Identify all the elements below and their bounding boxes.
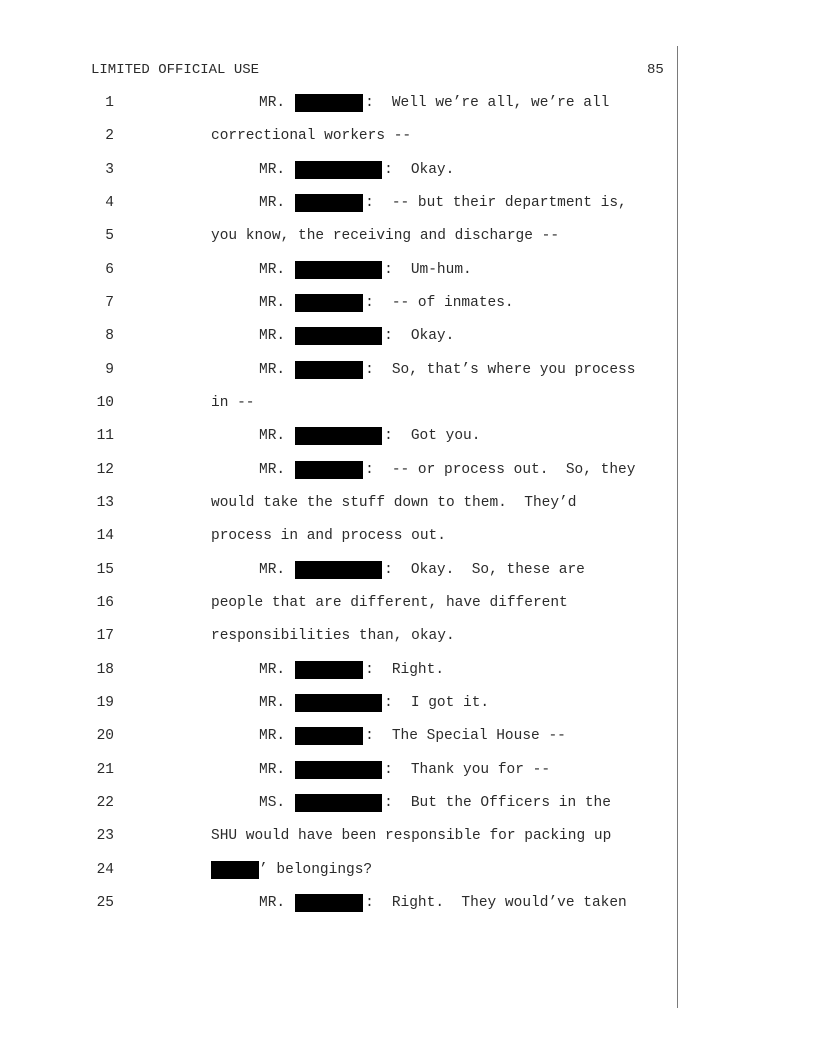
transcript-line — [0, 826, 676, 846]
redaction-bar — [295, 427, 382, 445]
transcript-line: 6 MR. : Um-hum. — [0, 260, 676, 280]
transcript-line — [0, 226, 676, 246]
redaction-bar — [295, 194, 363, 212]
line-text: I got it. — [410, 695, 490, 711]
redaction-bar — [295, 794, 382, 812]
transcript-line: 9 MR. : So, that’s where you process — [0, 360, 676, 380]
transcript-line: 12 MR. : -- or process out. So, they — [0, 460, 676, 480]
redaction-bar — [211, 861, 259, 879]
redaction-bar — [295, 727, 363, 745]
line-text: So, that’s where you process — [391, 362, 636, 378]
line-text: responsibilities than, okay. — [211, 628, 455, 644]
transcript-line — [0, 526, 676, 546]
redaction-bar — [295, 661, 363, 679]
transcript-line: 19 MR. : I got it. — [0, 693, 676, 713]
transcript-line: 15 MR. : Okay. So, these are — [0, 560, 676, 580]
line-number: 10 — [96, 395, 114, 411]
line-number: 1 — [105, 95, 114, 111]
line-text: -- but their department is, — [391, 195, 627, 211]
line-text: people that are different, have different — [211, 595, 568, 611]
line-number: 14 — [96, 528, 114, 544]
transcript-line: 22 MS. : But the Officers in the — [0, 793, 676, 813]
redaction-bar — [295, 327, 382, 345]
transcript-line: 4 MR. : -- but their department is, — [0, 193, 676, 213]
speaker-title: MR. — [259, 662, 286, 678]
line-text: Right. They would’ve taken — [391, 895, 627, 911]
line-text: correctional workers -- — [211, 128, 412, 144]
line-text: process in and process out. — [211, 528, 446, 544]
right-margin-rule — [677, 46, 678, 1008]
line-text: -- of inmates. — [391, 295, 514, 311]
speaker-title: MR. — [259, 162, 286, 178]
speaker-title: MR. — [259, 462, 286, 478]
transcript-line — [0, 493, 676, 513]
line-number: 11 — [96, 428, 114, 444]
line-text: Right. — [391, 662, 445, 678]
line-text: Got you. — [410, 428, 481, 444]
line-text: would take the stuff down to them. They’d — [211, 495, 577, 511]
line-text: -- or process out. So, they — [391, 462, 636, 478]
transcript-line: 21 MR. : Thank you for -- — [0, 760, 676, 780]
speaker-title: MR. — [259, 295, 286, 311]
line-text: Thank you for -- — [410, 762, 551, 778]
line-number: 13 — [96, 495, 114, 511]
transcript-line — [0, 126, 676, 146]
line-number: 6 — [105, 262, 114, 278]
line-number: 19 — [96, 695, 114, 711]
speaker-title: MR. — [259, 695, 286, 711]
line-number: 12 — [96, 462, 114, 478]
transcript-line — [0, 626, 676, 646]
line-text: ’ belongings? — [259, 862, 373, 878]
speaker-title: MR. — [259, 362, 286, 378]
redaction-bar — [295, 694, 382, 712]
transcript-line: 18 MR. : Right. — [0, 660, 676, 680]
transcript-line: 8 MR. : Okay. — [0, 326, 676, 346]
line-number: 22 — [96, 795, 114, 811]
line-number: 25 — [96, 895, 114, 911]
redaction-bar — [295, 761, 382, 779]
line-number: 18 — [96, 662, 114, 678]
speaker-title: MR. — [259, 428, 286, 444]
speaker-title: MR. — [259, 195, 286, 211]
line-number: 23 — [96, 828, 114, 844]
line-text: Um-hum. — [410, 262, 472, 278]
line-text: Okay. So, these are — [410, 562, 585, 578]
transcript-line: 7 MR. : -- of inmates. — [0, 293, 676, 313]
redaction-bar — [295, 161, 382, 179]
line-number: 21 — [96, 762, 114, 778]
line-number: 17 — [96, 628, 114, 644]
line-number: 20 — [96, 728, 114, 744]
line-number: 24 — [96, 862, 114, 878]
line-text: The Special House -- — [391, 728, 566, 744]
line-text: in -- — [211, 395, 255, 411]
line-text: Okay. — [410, 162, 455, 178]
speaker-title: MR. — [259, 262, 286, 278]
redaction-bar — [295, 894, 363, 912]
redaction-bar — [295, 361, 363, 379]
line-text: Well we’re all, we’re all — [391, 95, 610, 111]
line-number: 9 — [105, 362, 114, 378]
line-text: you know, the receiving and discharge -- — [211, 228, 560, 244]
redaction-bar — [295, 294, 363, 312]
line-number: 2 — [105, 128, 114, 144]
transcript-line: 20 MR. : The Special House -- — [0, 726, 676, 746]
transcript-line — [0, 393, 676, 413]
line-text: But the Officers in the — [410, 795, 611, 811]
line-text: Okay. — [410, 328, 455, 344]
line-number: 8 — [105, 328, 114, 344]
speaker-title: MR. — [259, 562, 286, 578]
line-number: 16 — [96, 595, 114, 611]
line-text: SHU would have been responsible for packing up — [211, 828, 612, 844]
speaker-title: MR. — [259, 328, 286, 344]
speaker-title: MR. — [259, 895, 286, 911]
classification-header: LIMITED OFFICIAL USE — [91, 62, 260, 78]
page-number: 85 — [647, 62, 664, 78]
line-number: 15 — [96, 562, 114, 578]
redaction-bar — [295, 461, 363, 479]
speaker-title: MR. — [259, 95, 286, 111]
transcript-line — [0, 860, 676, 880]
line-number: 3 — [105, 162, 114, 178]
redaction-bar — [295, 261, 382, 279]
redaction-bar — [295, 94, 363, 112]
transcript-line: 25 MR. : Right. They would’ve taken — [0, 893, 676, 913]
transcript-line — [0, 593, 676, 613]
transcript-line: 3 MR. : Okay. — [0, 160, 676, 180]
redaction-bar — [295, 561, 382, 579]
line-number: 5 — [105, 228, 114, 244]
line-number: 4 — [105, 195, 114, 211]
speaker-title: MR. — [259, 728, 286, 744]
speaker-title: MR. — [259, 762, 286, 778]
speaker-title: MS. — [259, 795, 286, 811]
transcript-line: 1 MR. : Well we’re all, we’re all — [0, 93, 676, 113]
line-number: 7 — [105, 295, 114, 311]
transcript-line: 11 MR. : Got you. — [0, 426, 676, 446]
